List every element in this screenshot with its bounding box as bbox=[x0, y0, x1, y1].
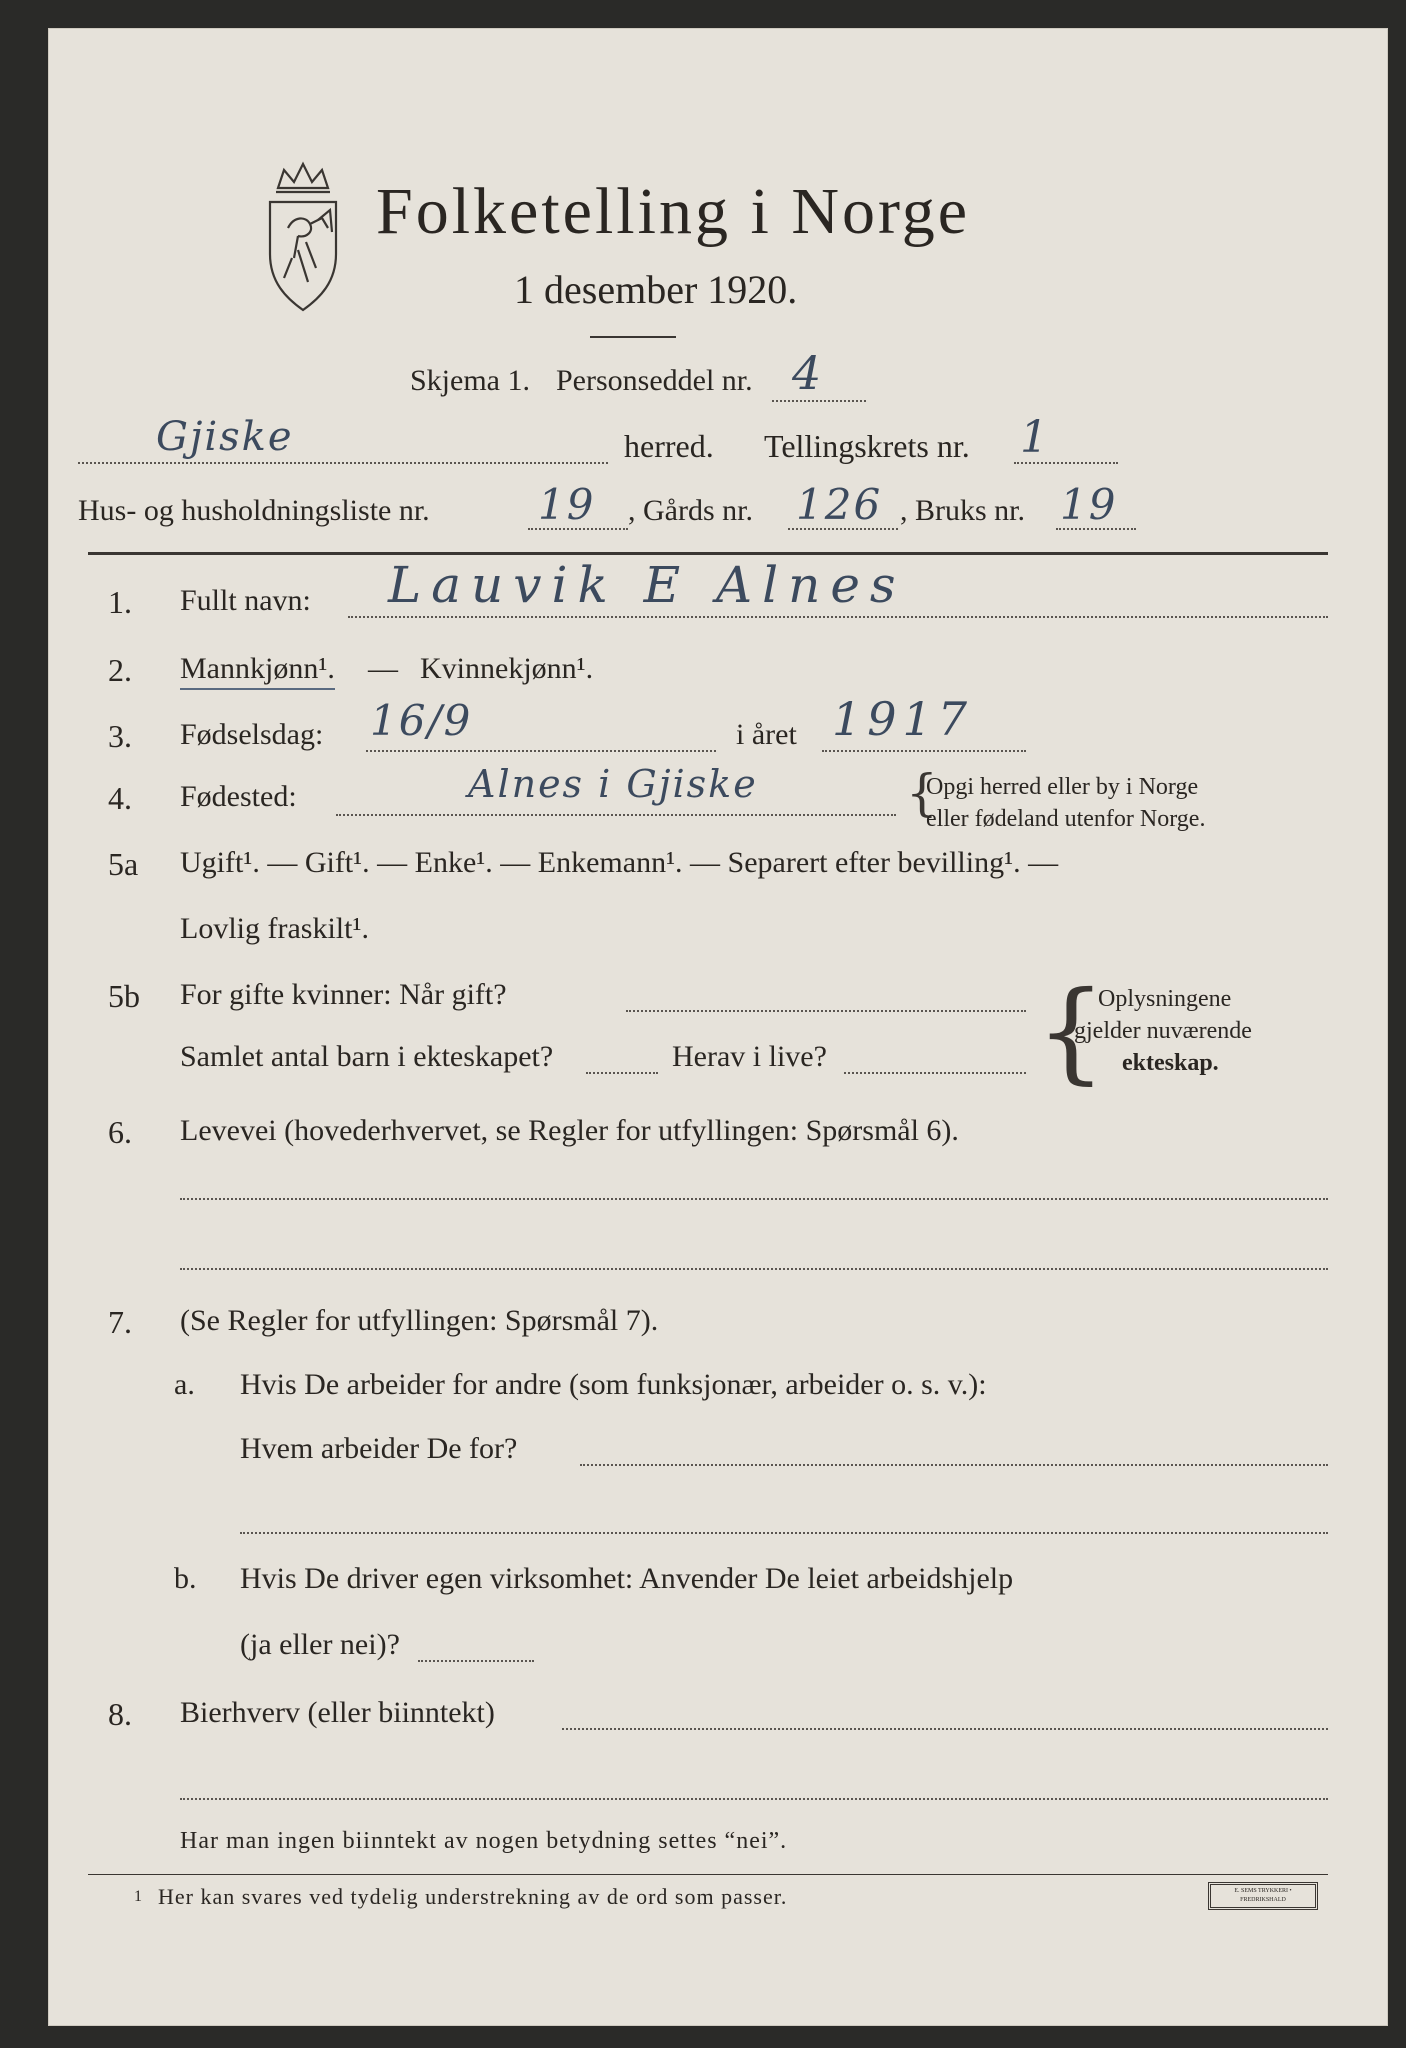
q7a-line1: Hvis De arbeider for andre (som funksjonær, arbeider o. s. v.): bbox=[240, 1368, 987, 1401]
personseddel-value[interactable]: 4 bbox=[792, 346, 824, 400]
q3-label: Fødselsdag: bbox=[180, 718, 324, 751]
q1-number: 1. bbox=[108, 584, 132, 620]
q6-label: Levevei (hovederhvervet, se Regler for utfyllingen: Spørsmål 6). bbox=[180, 1114, 959, 1147]
hus-value[interactable]: 19 bbox=[538, 480, 596, 529]
q5b-note-line3: ekteskap. bbox=[1122, 1050, 1219, 1076]
q2-female-option[interactable]: Kvinnekjønn¹. bbox=[420, 652, 594, 685]
q4-note-line1: Opgi herred eller by i Norge bbox=[926, 774, 1199, 800]
bruks-value[interactable]: 19 bbox=[1060, 480, 1118, 529]
q7b-line1: Hvis De driver egen virksomhet: Anvender De leiet arbeidshjelp bbox=[240, 1562, 1014, 1595]
herred-line bbox=[78, 462, 608, 464]
tellingskrets-value[interactable]: 1 bbox=[1020, 412, 1050, 463]
q2-number: 2. bbox=[108, 652, 132, 688]
q5b-note-brace: { bbox=[1036, 967, 1106, 1095]
q3-year-line bbox=[822, 750, 1026, 752]
q4-birthplace-value[interactable]: Alnes i Gjiske bbox=[468, 762, 758, 806]
q4-line bbox=[336, 814, 896, 816]
q3-year-label: i året bbox=[736, 718, 797, 751]
q6-number: 6. bbox=[108, 1114, 132, 1150]
hus-label: Hus- og husholdningsliste nr. bbox=[78, 494, 430, 527]
q4-note-line2: eller fødeland utenfor Norge. bbox=[926, 806, 1206, 832]
printer-stamp: E. SEMS TRYKKERI • FREDRIKSHALD bbox=[1208, 1882, 1318, 1910]
q6-line2 bbox=[180, 1268, 1328, 1270]
q7a-employer-line2 bbox=[240, 1532, 1328, 1534]
q2-male-option[interactable]: Mannkjønn¹. bbox=[180, 652, 335, 690]
q3-number: 3. bbox=[108, 718, 132, 754]
q5b-note-line1: Oplysningene bbox=[1098, 986, 1232, 1012]
herred-label: herred. bbox=[624, 428, 714, 464]
q4-note-brace: { bbox=[906, 764, 938, 822]
q3-birthday-value[interactable]: 16/9 bbox=[370, 696, 473, 745]
census-date: 1 desember 1920. bbox=[514, 267, 798, 312]
census-form-sheet bbox=[48, 28, 1388, 2026]
q8-line2 bbox=[180, 1798, 1328, 1800]
q7-number: 7. bbox=[108, 1304, 132, 1340]
footnote-mark: 1 bbox=[134, 1888, 142, 1905]
tellingskrets-label: Tellingskrets nr. bbox=[764, 428, 970, 464]
q7b-number: b. bbox=[174, 1562, 197, 1595]
q1-line bbox=[348, 616, 1328, 618]
q7-label: (Se Regler for utfyllingen: Spørsmål 7). bbox=[180, 1304, 659, 1337]
q5b-note-line2: gjelder nuværende bbox=[1074, 1018, 1252, 1044]
q8-number: 8. bbox=[108, 1696, 132, 1732]
bruks-label: , Bruks nr. bbox=[900, 494, 1026, 527]
q3-line bbox=[366, 750, 716, 752]
title-divider bbox=[590, 336, 676, 338]
q4-number: 4. bbox=[108, 780, 132, 816]
q3-year-value[interactable]: 1917 bbox=[832, 692, 974, 746]
skjema-label: Skjema 1. bbox=[410, 364, 530, 397]
q5b-line1: For gifte kvinner: Når gift? bbox=[180, 978, 507, 1011]
q5a-number: 5a bbox=[108, 846, 139, 882]
q8-line bbox=[562, 1728, 1328, 1730]
form-title: Folketelling i Norge bbox=[376, 175, 971, 248]
q8-label: Bierhverv (eller biinntekt) bbox=[180, 1696, 495, 1729]
q7b-answer-line bbox=[418, 1660, 534, 1662]
header-divider bbox=[88, 552, 1328, 555]
norway-coat-of-arms-icon bbox=[248, 158, 358, 318]
personseddel-line bbox=[772, 400, 866, 402]
q2-separator: — bbox=[368, 652, 398, 685]
q5a-options-line2[interactable]: Lovlig fraskilt¹. bbox=[180, 912, 369, 945]
q5b-number: 5b bbox=[108, 978, 140, 1014]
gards-value[interactable]: 126 bbox=[796, 480, 883, 529]
q7b-line2: (ja eller nei)? bbox=[240, 1628, 400, 1661]
q5b-married-line bbox=[626, 1010, 1026, 1012]
personseddel-label: Personseddel nr. bbox=[556, 364, 753, 397]
footer-divider bbox=[88, 1874, 1328, 1875]
q7a-line2: Hvem arbeider De for? bbox=[240, 1432, 518, 1465]
q5b-line2b: Herav i live? bbox=[672, 1040, 827, 1073]
q1-full-name-value[interactable]: Lauvik E Alnes bbox=[388, 556, 906, 614]
q5b-alive-line bbox=[844, 1072, 1026, 1074]
footer-note: Har man ingen biinntekt av nogen betydning settes “nei”. bbox=[180, 1828, 788, 1854]
q5b-line2a: Samlet antal barn i ekteskapet? bbox=[180, 1040, 554, 1073]
q7a-number: a. bbox=[174, 1368, 195, 1401]
footnote-text: Her kan svares ved tydelig understrekning av de ord som passer. bbox=[158, 1884, 788, 1909]
q4-label: Fødested: bbox=[180, 780, 297, 813]
q7a-employer-line bbox=[580, 1464, 1328, 1466]
herred-value[interactable]: Gjiske bbox=[156, 414, 294, 460]
q5b-children-line bbox=[586, 1072, 658, 1074]
gards-label: , Gårds nr. bbox=[628, 494, 753, 527]
q5a-options-line1[interactable]: Ugift¹. — Gift¹. — Enke¹. — Enkemann¹. — Separert efter bevilling¹. — bbox=[180, 846, 1059, 879]
q1-label: Fullt navn: bbox=[180, 584, 311, 617]
q6-line1 bbox=[180, 1198, 1328, 1200]
